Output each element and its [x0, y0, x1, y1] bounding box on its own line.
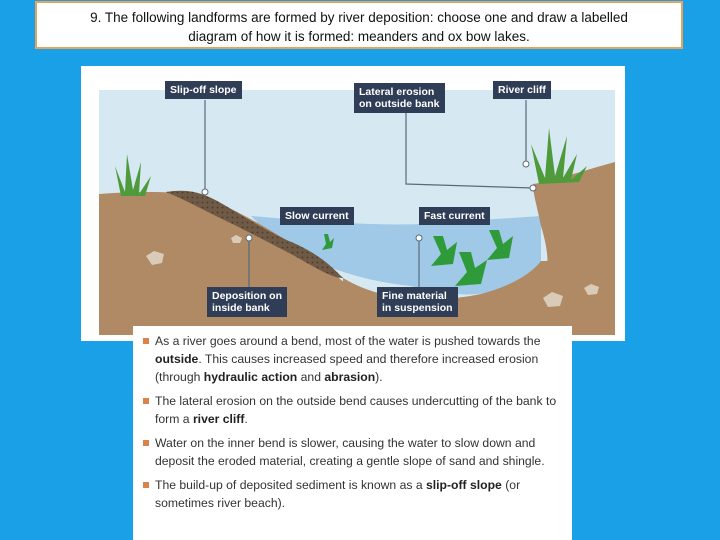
explanation-notes: [133, 326, 572, 540]
label-slip-off-slope: Slip-off slope: [165, 81, 242, 99]
note-item: Water on the inner bend is slower, causing the water to slow down and deposit the eroded material, creating a gentle slope of sand and shingle.: [155, 434, 562, 470]
note-item: As a river goes around a bend, most of the water is pushed towards the outside. This causes increased speed and therefore increased erosion (through hydraulic action and abrasion).: [155, 332, 562, 386]
label-lateral-erosion: Lateral erosion on outside bank: [354, 83, 445, 113]
label-river-cliff: River cliff: [493, 81, 551, 99]
label-fast-current: Fast current: [419, 207, 490, 225]
diagram-drawing: [81, 66, 625, 341]
label-slow-current: Slow current: [280, 207, 354, 225]
label-deposition-inside-bank: Deposition on inside bank: [207, 287, 287, 317]
note-item: The lateral erosion on the outside bend causes undercutting of the bank to form a river cliff.: [155, 392, 562, 428]
label-fine-material: Fine material in suspension: [377, 287, 458, 317]
question-box: [35, 1, 683, 49]
question-line-2: diagram of how it is formed: meanders and ox bow lakes.: [188, 29, 530, 44]
question-line-1: 9. The following landforms are formed by river deposition: choose one and draw a labelled: [90, 10, 628, 25]
note-item: The build-up of deposited sediment is known as a slip-off slope (or sometimes river beach).: [155, 476, 562, 512]
meander-cross-section-diagram: [81, 66, 625, 341]
